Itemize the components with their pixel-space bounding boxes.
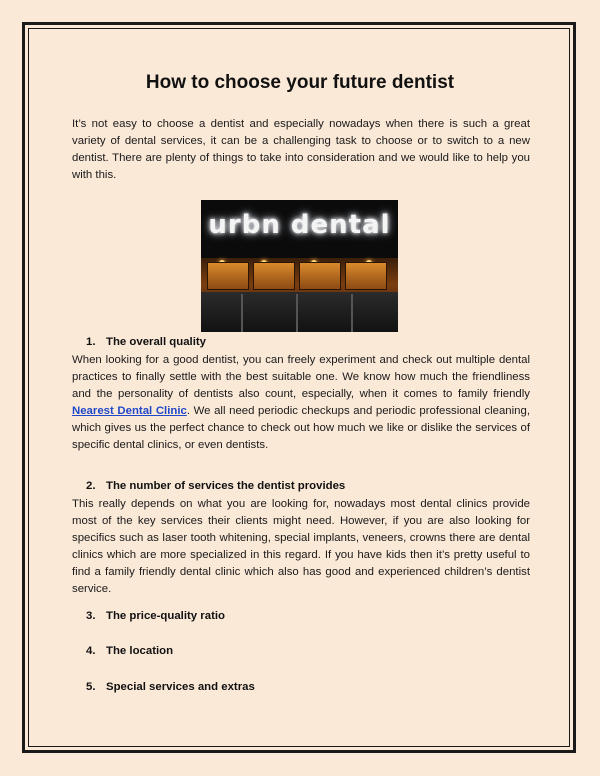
intro-paragraph: It’s not easy to choose a dentist and especially nowadays when there is such a great variety of dental services, it can be a challenging task to choose or to switch to a new dentist. There are plenty of things to take into consideration and we would like to help you with this. (72, 118, 530, 181)
urbn-dental-storefront-image (201, 200, 398, 332)
window-pane (207, 262, 249, 290)
section-paragraph (72, 352, 530, 454)
section-heading (86, 336, 206, 348)
nearest-dental-clinic-link[interactable]: Nearest Dental Clinic (72, 405, 187, 417)
storefront-lower (201, 292, 398, 332)
section-heading-text: The number of services the dentist provides (106, 480, 346, 492)
section-number: 1. (86, 336, 96, 348)
section-heading-text: The overall quality (106, 336, 207, 348)
section-body-text: When looking for a good dentist, you can freely experiment and check out multiple dental practices to finally settle with the best suitable one. We know how much the friendliness and the personality of dentists also count, especially, when it comes to family friendly (72, 354, 530, 400)
sign-text: urbn dental (208, 210, 391, 240)
storefront-windows (201, 258, 398, 332)
page-title: How to choose your future dentist (145, 72, 455, 93)
section-heading-text: The price-quality ratio (106, 610, 225, 622)
section-number: 5. (86, 681, 96, 693)
window-pane (299, 262, 341, 290)
window-frame (241, 294, 243, 332)
section-number: 2. (86, 480, 96, 492)
section-heading (86, 681, 255, 693)
window-frame (351, 294, 353, 332)
section-heading-text: Special services and extras (106, 681, 255, 693)
window-frame (296, 294, 298, 332)
window-pane (253, 262, 295, 290)
section-heading (86, 480, 345, 492)
window-pane (345, 262, 387, 290)
section-heading-text: The location (106, 645, 174, 657)
section-heading (86, 610, 225, 622)
section-number: 4. (86, 645, 96, 657)
section-number: 3. (86, 610, 96, 622)
section-paragraph: This really depends on what you are looking for, nowadays most dental clinics provide most of the key services their clients might need. However, if you are also looking for specifics such as laser tooth whitening, special implants, veneers, crowns there are dental clinics which are more specialized in this regard. If you have kids then it’s pretty useful to find a family friendly dental clinic which also has good and experienced children’s dentist service. (72, 498, 530, 595)
section-body-text: . We all need periodic checkups and periodic professional cleaning, which gives us the perfect chance to check out how much we like or dislike the services of specific dental clinics, or even dentists. (72, 405, 531, 451)
section-heading (86, 645, 173, 657)
storefront-sign (201, 200, 398, 260)
